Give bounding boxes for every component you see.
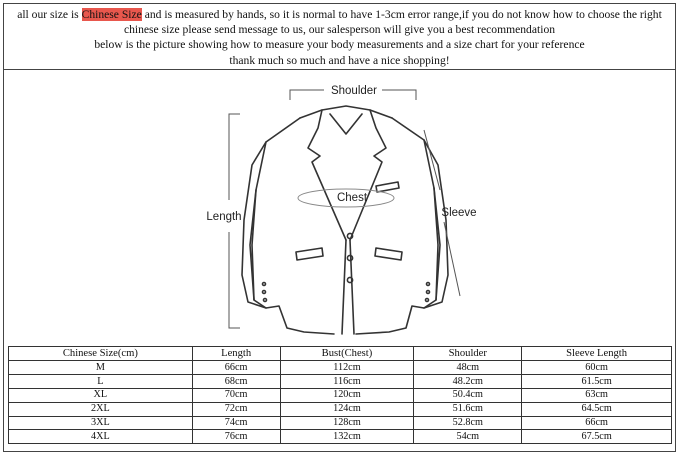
table-cell: 76cm (192, 430, 280, 444)
table-cell: 124cm (280, 402, 414, 416)
table-cell: 74cm (192, 416, 280, 430)
chest-label: Chest (336, 192, 368, 204)
column-header: Bust(Chest) (280, 347, 414, 361)
table-cell: 132cm (280, 430, 414, 444)
table-cell: 48cm (414, 361, 522, 375)
table-cell: 48.2cm (414, 375, 522, 389)
notice-text: and is measured by hands, so it is normal to have 1-3cm error range,if you do not know how to choose the right (141, 8, 662, 21)
suit-jacket-icon (4, 70, 675, 343)
sleeve-label: Sleeve (441, 207, 477, 219)
chinese-size-highlight: Chinese Size (81, 8, 142, 21)
notice-line-3: below is the picture showing how to measure your body measurements and a size chart for your reference (94, 38, 585, 52)
table-cell: 63cm (522, 388, 672, 402)
table-cell: 67.5cm (522, 430, 672, 444)
table-row (9, 402, 672, 416)
column-header: Sleeve Length (522, 347, 672, 361)
table-cell: 4XL (9, 430, 193, 444)
table-row (9, 375, 672, 389)
table-row (9, 361, 672, 375)
table-cell: M (9, 361, 193, 375)
size-notice (4, 4, 675, 70)
table-cell: XL (9, 388, 193, 402)
table-cell: 70cm (192, 388, 280, 402)
notice-line-1 (4, 7, 675, 22)
table-cell: 51.6cm (414, 402, 522, 416)
table-header-row (9, 347, 672, 361)
column-header: Length (192, 347, 280, 361)
table-cell: 66cm (192, 361, 280, 375)
size-guide-page (3, 3, 676, 452)
table-cell: 120cm (280, 388, 414, 402)
table-row (9, 416, 672, 430)
length-label: Length (206, 211, 242, 223)
table-cell: 112cm (280, 361, 414, 375)
table-cell: 60cm (522, 361, 672, 375)
column-header: Chinese Size(cm) (9, 347, 193, 361)
notice-line-4: thank much so much and have a nice shopping! (229, 53, 450, 67)
table-cell: 50.4cm (414, 388, 522, 402)
table-row (9, 388, 672, 402)
table-cell: 52.8cm (414, 416, 522, 430)
table-row (9, 430, 672, 444)
notice-text: all our size is (17, 8, 82, 21)
table-cell: 72cm (192, 402, 280, 416)
table-cell: 3XL (9, 416, 193, 430)
table-cell: 68cm (192, 375, 280, 389)
table-cell: 61.5cm (522, 375, 672, 389)
size-chart-table (8, 346, 672, 444)
table-cell: 2XL (9, 402, 193, 416)
table-cell: 66cm (522, 416, 672, 430)
table-cell: 64.5cm (522, 402, 672, 416)
table-cell: L (9, 375, 193, 389)
column-header: Shoulder (414, 347, 522, 361)
measurement-figure (4, 70, 675, 343)
table-cell: 54cm (414, 430, 522, 444)
notice-line-2: chinese size please send message to us, our salesperson will give you a best recommendation (123, 23, 556, 37)
table-cell: 116cm (280, 375, 414, 389)
table-cell: 128cm (280, 416, 414, 430)
shoulder-label: Shoulder (330, 85, 378, 97)
